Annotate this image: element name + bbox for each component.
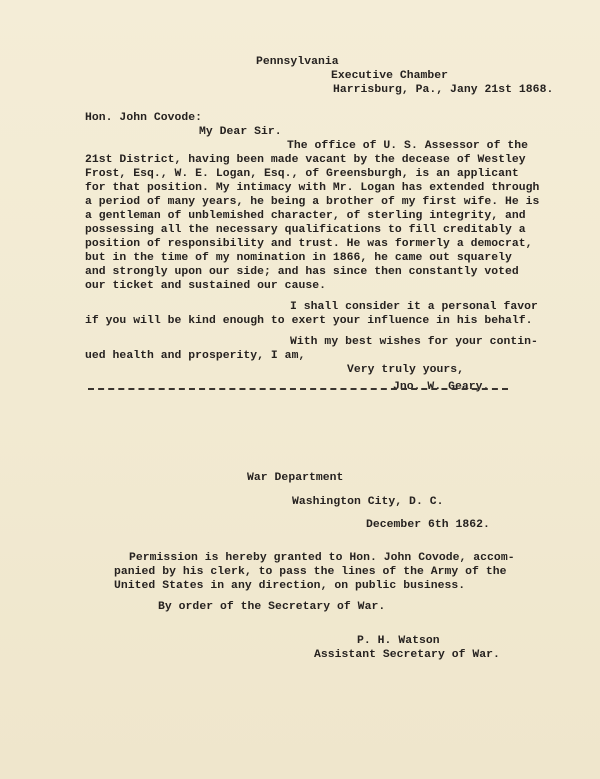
letter2-body-line: panied by his clerk, to pass the lines of the Army of the (114, 566, 507, 578)
letter1-body-line: and strongly upon our side; and has since then constantly voted (85, 266, 519, 278)
letter1-closing: Very truly yours, (347, 364, 465, 376)
letter1-body-line: our ticket and sustained our cause. (85, 280, 326, 292)
letter1-signature: Jno. W. Geary. (393, 381, 490, 393)
letter1-paragraph2-line: if you will be kind enough to exert your influence in his behalf. (85, 315, 533, 327)
letter1-body-line: 21st District, having been made vacant by the decease of Westley (85, 154, 526, 166)
letter1-body-line: a period of many years, he being a brother of my first wife. He is (85, 196, 540, 208)
letter1-addressee: Hon. John Covode: (85, 112, 203, 124)
letter2-heading-department: War Department (247, 472, 344, 484)
letter1-paragraph3-line: With my best wishes for your contin- (290, 336, 538, 348)
letter2-signature-title: Assistant Secretary of War. (314, 649, 500, 661)
letter2-body-line: United States in any direction, on public business. (114, 580, 466, 592)
letter2-heading-date: December 6th 1862. (366, 519, 490, 531)
letter1-paragraph3-line: ued health and prosperity, I am, (85, 350, 306, 362)
letter1-heading-office: Executive Chamber (331, 70, 449, 82)
letter2-heading-place: Washington City, D. C. (292, 496, 444, 508)
letter1-heading-place-date: Harrisburg, Pa., Jany 21st 1868. (333, 84, 554, 96)
letter1-body-line: for that position. My intimacy with Mr. Logan has extended through (85, 182, 540, 194)
letter1-body-line: a gentleman of unblemished character, of sterling integrity, and (85, 210, 526, 222)
letter2-body-line: Permission is hereby granted to Hon. John Covode, accom- (129, 552, 515, 564)
letter1-body-line: position of responsibility and trust. He was formerly a democrat, (85, 238, 533, 250)
letter2-order-line: By order of the Secretary of War. (158, 601, 386, 613)
letter1-body-line: possessing all the necessary qualifications to fill creditably a (85, 224, 526, 236)
letter1-salutation: My Dear Sir. (199, 126, 282, 138)
letter1-body-line: but in the time of my nomination in 1866, he came out squarely (85, 252, 512, 264)
letter1-body-line: Frost, Esq., W. E. Logan, Esq., of Greensburgh, is an applicant (85, 168, 519, 180)
letter1-body-line: The office of U. S. Assessor of the (287, 140, 528, 152)
letter2-signature-name: P. H. Watson (357, 635, 440, 647)
letter1-heading-state: Pennsylvania (256, 56, 339, 68)
section-divider (88, 388, 508, 390)
letter1-paragraph2-line: I shall consider it a personal favor (290, 301, 538, 313)
